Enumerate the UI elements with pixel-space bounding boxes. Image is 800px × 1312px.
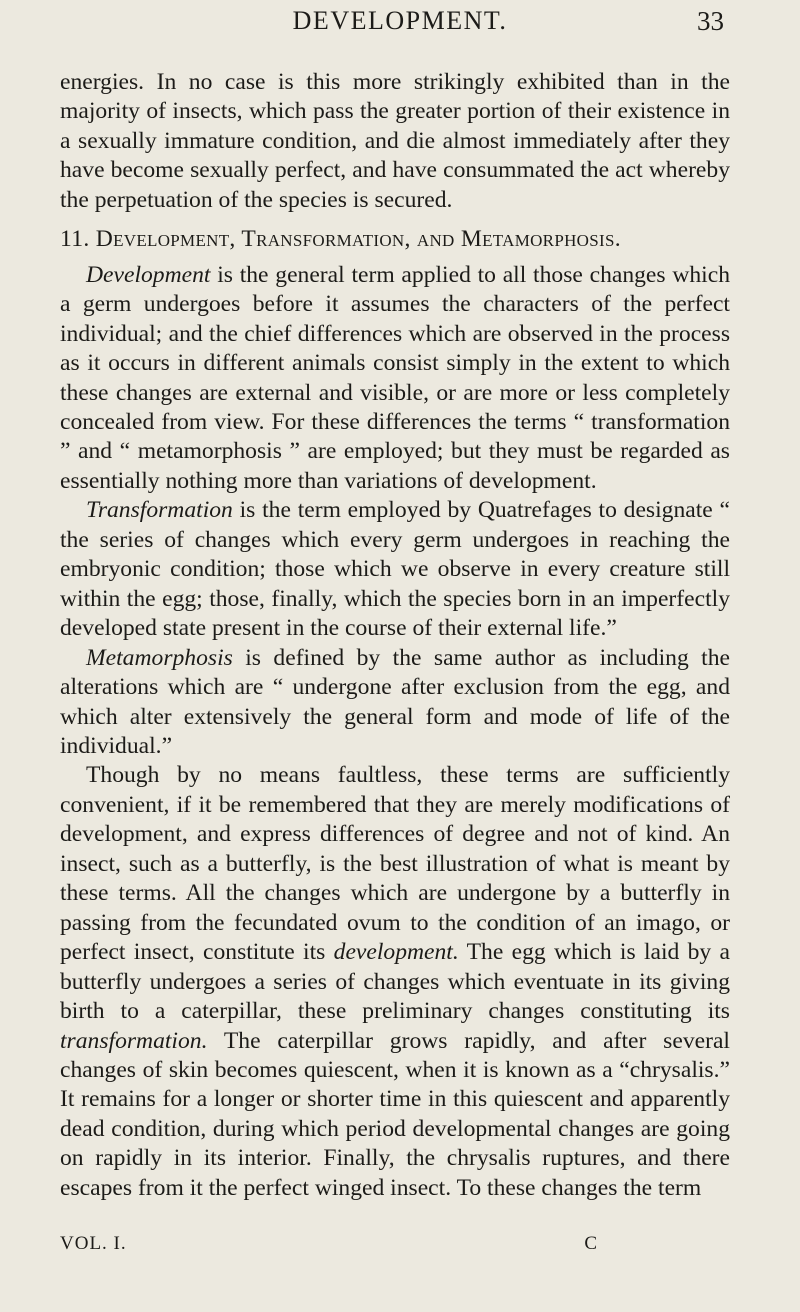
term-development: Development: [86, 261, 211, 288]
volume-label: VOL. I.: [60, 1233, 127, 1254]
section-heading: [60, 225, 730, 254]
paragraph-continuation: energies. In no case is this more strikingly exhibited than in the majority of insects, which pass the greater portion of their existence in a sexually immature condition, and die almost immediately after they have become sexually perfect, and have consummated the act whereby the perpetuation of the species is secured.: [60, 69, 730, 213]
page-number: 33: [697, 6, 724, 36]
paragraph-development-text: is the general term applied to all those changes which a germ undergoes before it assumes the characters of the perfect individual; and the chief differences which are observed in the process as it occurs in different animals consist simply in the extent to which these changes are external and visible, or are more or less completely concealed from view. For these differences the terms “ transformation ” and “ metamorphosis ” are employed; but they must be regarded as essentially nothing more than variations of development.: [60, 261, 730, 494]
term-transformation: Transformation: [86, 497, 233, 524]
emphasis-transformation: transformation.: [60, 1027, 208, 1054]
term-metamorphosis: Metamorphosis: [86, 644, 233, 671]
signature-mark: C: [584, 1233, 598, 1254]
section-number: 11.: [60, 226, 90, 253]
paragraph-metamorphosis-text: is defined by the same author as including the alterations which are “ undergone after exclusion from the egg, and which alter extensively the general form and mode of life of the individual.”: [60, 644, 730, 759]
paragraph-butterfly-illustration: [60, 761, 730, 1203]
paragraph-text-part-3: The caterpillar grows rapidly, and after several changes of skin becomes quiescent, when it is known as a “chrysalis.” It remains for a longer or shorter time in this quiescent and apparently dead condition, during which period developmental changes are going on rapidly in its interior. Finally, the chrysalis ruptures, and there escapes from it the perfect winged insect. To these changes the term: [60, 1027, 730, 1201]
paragraph-metamorphosis: [60, 644, 730, 762]
paragraph-transformation-text: is the term employed by Quatrefages to designate “ the series of changes which every germ undergoes in reaching the embryonic condition; those which we observe in every creature still within the egg; those, finally, which the species born in an imperfectly developed state present in the course of their external life.”: [60, 497, 730, 642]
paragraph-transformation: [60, 496, 730, 643]
emphasis-development: development.: [333, 939, 459, 966]
running-head-title: DEVELOPMENT.: [292, 6, 508, 35]
body-text: [60, 68, 730, 1203]
running-head: [0, 4, 800, 44]
paragraph-text-part-1: Though by no means faultless, these terms are sufficiently convenient, if it be remembered that they are merely modifications of development, and express differences of degree and not of kind. An insect, such as a butterfly, is the best illustration of what is meant by these terms. All the changes which are undergone by a butterfly in passing from the fecundated ovum to the condition of an imago, or perfect insect, constitute its: [60, 762, 730, 966]
paragraph-development: [60, 261, 730, 497]
page-footer: [60, 1233, 730, 1263]
paragraph-text-part-2: The egg which is laid by a butterfly undergoes a series of changes which eventuate in its giving birth to a caterpillar, these preliminary changes constituting its: [60, 939, 731, 1025]
section-title: Development, Transformation, and Metamorphosis.: [95, 226, 621, 253]
